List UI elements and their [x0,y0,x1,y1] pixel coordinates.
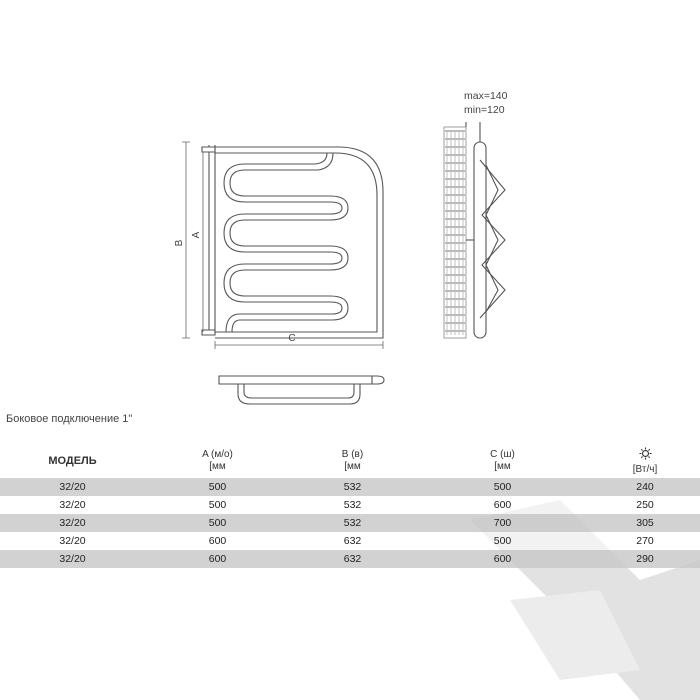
table-row [0,478,700,496]
front-view [202,145,383,338]
header-power [590,444,700,478]
cell-a: 500 [145,478,290,496]
max-distance-label: max=140 [464,90,508,102]
sun-icon [639,447,652,460]
cell-a: 600 [145,532,290,550]
cell-b: 532 [290,496,415,514]
table-row [0,514,700,532]
cell-b: 632 [290,550,415,568]
header-b-unit: [мм [344,461,361,472]
cell-power: 240 [590,478,700,496]
header-b [290,444,415,478]
cell-power: 250 [590,496,700,514]
cell-a: 600 [145,550,290,568]
header-a-title: A (м/о) [202,449,233,460]
table-row [0,496,700,514]
connection-caption: Боковое подключение 1" [6,413,133,425]
cell-b: 632 [290,532,415,550]
dim-label-c: C [288,333,296,344]
cell-model: 32/20 [0,496,145,514]
dim-label-b: B [174,239,185,247]
top-view [219,376,384,404]
cell-c: 600 [415,550,590,568]
cell-a: 500 [145,496,290,514]
spec-table-body [0,478,700,568]
header-c [415,444,590,478]
cell-b: 532 [290,514,415,532]
header-model: МОДЕЛЬ [48,455,97,467]
cell-model: 32/20 [0,478,145,496]
table-header-row [0,444,700,478]
table-row [0,550,700,568]
cell-model: 32/20 [0,514,145,532]
header-c-unit: [мм [494,461,511,472]
header-c-title: C (ш) [490,449,515,460]
header-a-unit: [мм [209,461,226,472]
cell-c: 700 [415,514,590,532]
cell-power: 305 [590,514,700,532]
cell-model: 32/20 [0,532,145,550]
cell-model: 32/20 [0,550,145,568]
spec-table [0,444,700,568]
cell-b: 532 [290,478,415,496]
cell-c: 600 [415,496,590,514]
cell-power: 270 [590,532,700,550]
min-distance-label: min=120 [464,104,505,116]
dim-label-a: A [191,231,202,239]
cell-c: 500 [415,532,590,550]
header-b-title: B (в) [341,449,364,460]
side-view [444,122,505,338]
table-row [0,532,700,550]
cell-a: 500 [145,514,290,532]
cell-c: 500 [415,478,590,496]
cell-power: 290 [590,550,700,568]
header-a [145,444,290,478]
header-power-unit: [Вт/ч] [632,463,658,475]
